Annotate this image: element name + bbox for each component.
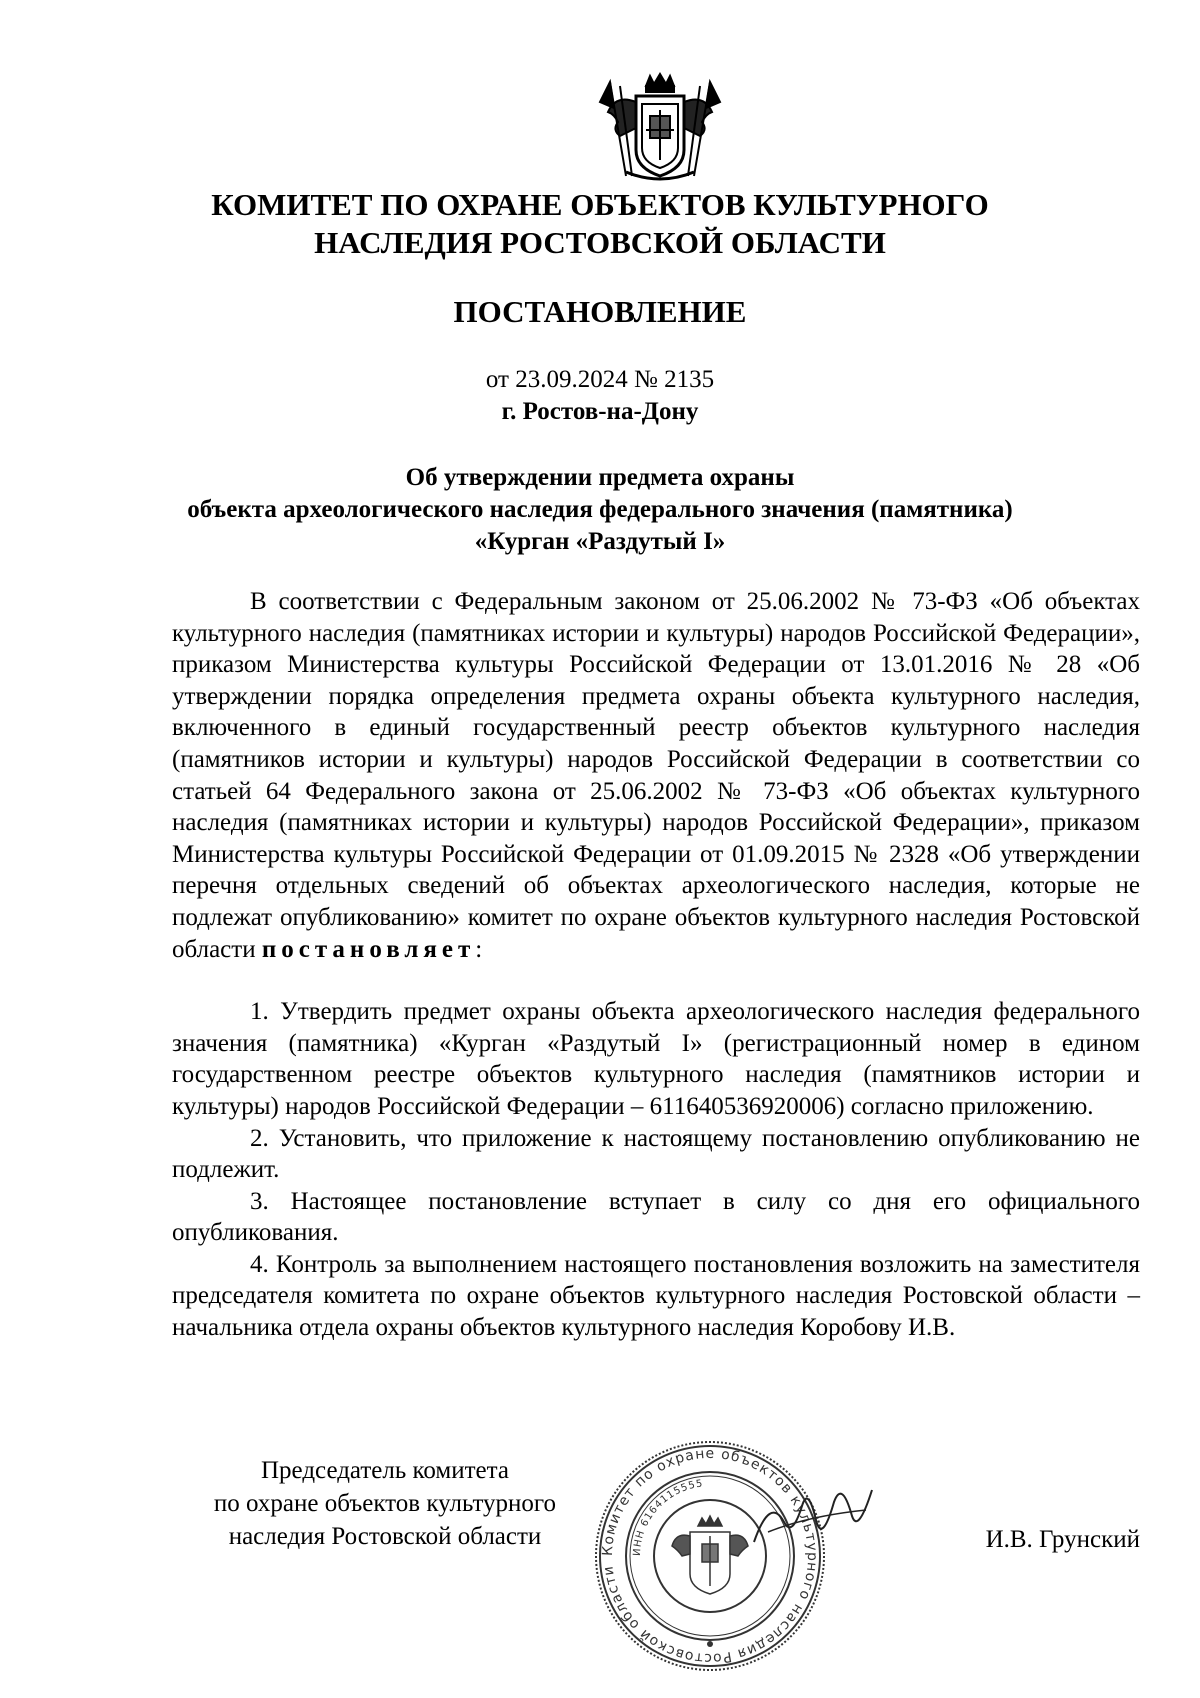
item-1: 1. Утвердить предмет охраны объекта археологического наследия федерального значения (памятника) «Курган «Раздутый I» (регистрационный номер в едином государственном реестре объектов культурного наследия (памятников истории и культуры) народов Российской Федерации – 611640536920006) согласно приложению. bbox=[172, 998, 1140, 1120]
document-date-number: от 23.09.2024 № 2135 bbox=[485, 366, 715, 393]
signatory-title-line1: Председатель комитета bbox=[261, 1457, 509, 1484]
subject-line3: «Курган «Раздутый I» bbox=[474, 528, 726, 555]
seal-outer-text: Комитет по охране объектов культурного наследия Ростовской области bbox=[599, 1445, 821, 1667]
document-city: г. Ростов-на-Дону bbox=[501, 398, 699, 425]
preamble-paragraph bbox=[172, 586, 1140, 965]
document-subject bbox=[0, 462, 1200, 558]
resolves-word: постановляет bbox=[261, 935, 476, 963]
item-3: 3. Настоящее постановление вступает в силу со дня его официального опубликования. bbox=[172, 1187, 1140, 1247]
document-type: ПОСТАНОВЛЕНИЕ bbox=[453, 294, 747, 329]
signatory-title-line2: по охране объектов культурного bbox=[213, 1490, 557, 1517]
document-body bbox=[172, 586, 1140, 1344]
official-seal bbox=[590, 1436, 830, 1676]
handwritten-signature bbox=[748, 1476, 878, 1556]
signatory-title bbox=[190, 1454, 580, 1553]
organization-name bbox=[0, 186, 1200, 262]
item-4: 4. Контроль за выполнением настоящего постановления возложить на заместителя председателя комитета по охране объектов культурного наследия Ростовской области – начальника отдела охраны объектов культурного наследия Коробову И.В. bbox=[172, 1250, 1140, 1342]
preamble-colon: : bbox=[475, 935, 483, 963]
signatory-title-line3: наследия Ростовской области bbox=[228, 1523, 542, 1550]
subject-line1: Об утверждении предмета охраны bbox=[405, 464, 795, 491]
seal-inner-text: ИНН 6164115555 bbox=[631, 1478, 705, 1557]
coat-of-arms-icon bbox=[596, 72, 724, 188]
organization-name-line1: КОМИТЕТ ПО ОХРАНЕ ОБЪЕКТОВ КУЛЬТУРНОГО bbox=[211, 187, 989, 222]
preamble-text: В соответствии с Федеральным законом от 25.06.2002 № 73-ФЗ «Об объектах культурного наследия (памятниках истории и культуры) народов Российской Федерации», приказом Министерства культуры Российской Федерации от 13.01.2016 № 28 «Об утверждении порядка определения предмета охраны объекта культурного наследия, включенного в единый государственный реестр объектов культурного наследия (памятников истории и культуры) народов Российской Федерации в соответствии со статьей 64 Федерального закона от 25.06.2002 № 73-ФЗ «Об объектах культурного наследия (памятниках истории и культуры) народов Российской Федерации», приказом Министерства культуры Российской Федерации от 01.09.2015 № 2328 «Об утверждении перечня отдельных сведений об объектах археологического наследия, которые не подлежат опубликованию» комитет по охране объектов культурного наследия Ростовской области bbox=[172, 588, 1140, 963]
subject-line2: объекта археологического наследия федерального значения (памятника) bbox=[187, 496, 1013, 523]
coat-of-arms-icon bbox=[672, 1516, 748, 1594]
signatory-name: И.В. Грунский bbox=[985, 1526, 1140, 1553]
organization-name-line2: НАСЛЕДИЯ РОСТОВСКОЙ ОБЛАСТИ bbox=[314, 225, 886, 260]
item-2: 2. Установить, что приложение к настоящему постановлению опубликованию не подлежит. bbox=[172, 1124, 1140, 1184]
